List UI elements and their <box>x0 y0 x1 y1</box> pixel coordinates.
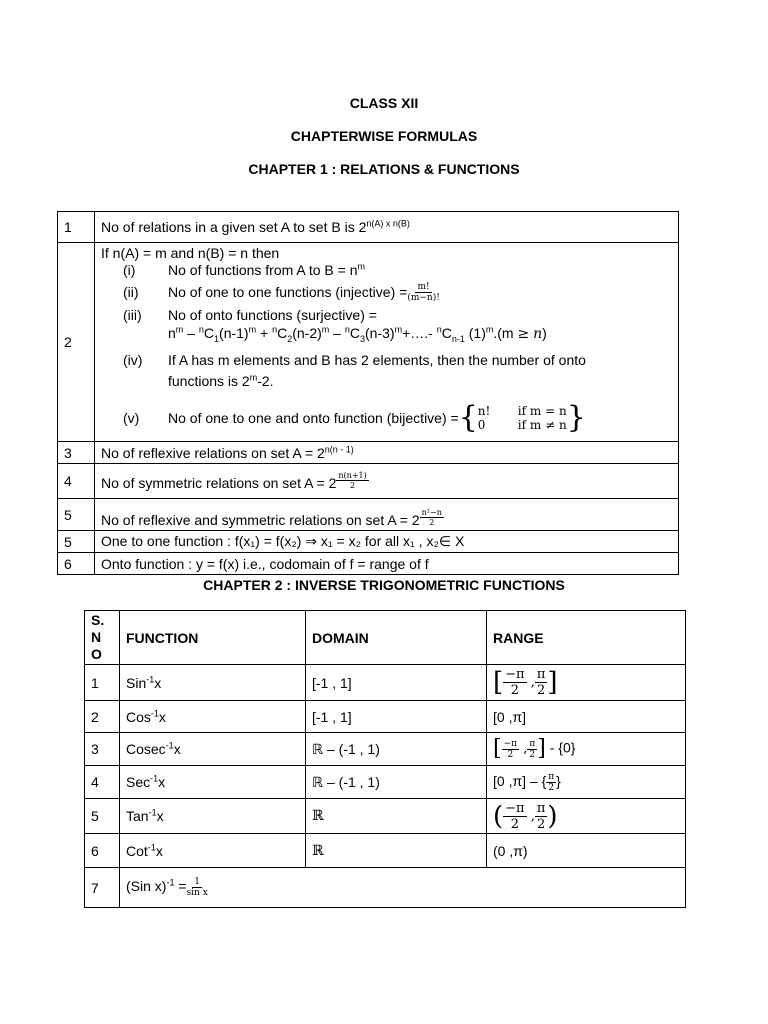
function-name: Tan <box>126 808 149 824</box>
row-number: 5 <box>85 799 120 834</box>
function-arg: x <box>156 808 164 824</box>
list-item-continuation <box>168 373 672 403</box>
formula-text: No of symmetric relations on set A = 2 <box>101 475 337 491</box>
function-cell <box>120 701 306 733</box>
onto-formula: $n^m - ^nC_1(n-1)^m + ^nC_2(n-2)^m$ – $^nC_3(n-3)^m+\dots.-$ $^nC_{n-1}$ $(1)^m.(m \ge n)$ <box>168 324 547 344</box>
row-number: 4 <box>58 464 95 499</box>
function-name: Sin <box>126 674 147 691</box>
function-arg: x <box>158 774 166 790</box>
item-numeral: (iii) <box>123 307 142 323</box>
table-row <box>85 701 686 733</box>
range-cell: [0 ,π] – { $\frac{\pi}{2}$ } <box>487 766 686 799</box>
exponent-fraction <box>336 471 368 490</box>
domain-cell: ℝ – (-1 , 1) <box>306 733 487 766</box>
functions-intro: If n(A) = m and n(B) = n then <box>101 245 280 261</box>
range-cell: [ $\frac{-\pi}{2}$ , $\frac{\pi}{2}$ ] <box>487 665 686 701</box>
function-exponent: -1 <box>150 707 159 718</box>
function-arg: x <box>158 708 166 725</box>
item-numeral: (ii) <box>123 284 139 300</box>
range-header: RANGE <box>487 611 686 665</box>
denominator: 2 <box>429 518 435 527</box>
item-numeral: (i) <box>123 262 136 278</box>
numerator: m! <box>417 281 430 292</box>
formula-text: No of reflexive and symmetric relations on set A = 2 <box>101 512 420 528</box>
chapter1-heading: CHAPTER 1 : RELATIONS & FUNCTIONS <box>248 161 520 177</box>
function-cell <box>120 665 306 701</box>
item-numeral: (iv) <box>123 352 143 368</box>
row-number: 2 <box>85 701 120 733</box>
function-arg: x <box>155 842 163 859</box>
domain-cell: [-1 , 1] <box>306 701 487 733</box>
function-name: Cosec <box>126 741 166 757</box>
denominator: 2 <box>350 481 356 490</box>
formula-cell <box>95 442 679 464</box>
formula-cell <box>95 212 679 243</box>
table-row <box>85 868 686 908</box>
list-item <box>101 400 672 435</box>
domain-cell: [-1 , 1] <box>306 665 487 701</box>
formula-text: No of relations in a given set A to set B is 2 <box>101 219 367 235</box>
row-number: 5 <box>58 499 95 531</box>
range-cell: (0 ,π) <box>487 834 686 868</box>
row-number: 6 <box>85 834 120 868</box>
function-exponent: -1 <box>166 877 175 888</box>
fraction <box>187 877 208 898</box>
table-row <box>85 766 686 799</box>
row-number: 5 <box>58 531 95 553</box>
range-text: - {0} <box>545 739 576 756</box>
denominator: sin x <box>186 888 208 898</box>
range-text: } <box>556 772 561 789</box>
item-text: No of one to one and onto function (bijective) = <box>168 410 459 426</box>
case-value: 0 <box>477 418 486 432</box>
domain-cell: ℝ <box>306 834 487 868</box>
table-row <box>58 243 679 442</box>
class-heading: CLASS XII <box>349 95 419 111</box>
inverse-trig-table <box>84 610 686 908</box>
row-number: 2 <box>58 243 95 442</box>
numerator: n(n+1) <box>338 471 367 480</box>
formula-cell: One to one function : f(x₁) = f(x₂) ⇒ x₁ = x₂ for all x₁ , x₂∈ X <box>95 531 679 553</box>
formula-cell <box>95 243 679 442</box>
table-row <box>58 499 679 531</box>
case-condition: if m ≠ n <box>517 418 567 432</box>
function-cell <box>120 868 686 908</box>
domain-cell: ℝ <box>306 799 487 834</box>
function-exponent: -1 <box>148 807 157 818</box>
row-number: 1 <box>85 665 120 701</box>
item-text: If A has m elements and B has 2 elements, then the number of onto <box>168 352 586 368</box>
function-header: FUNCTION <box>120 611 306 665</box>
formula-cell <box>95 464 679 499</box>
list-item <box>101 347 672 373</box>
function-name: (Sin x) <box>126 878 167 895</box>
item-text: -2. <box>257 373 274 389</box>
formula-exponent: n(n - 1) <box>324 443 354 454</box>
function-cell <box>120 834 306 868</box>
function-exponent: -1 <box>147 841 156 852</box>
row-number: 4 <box>85 766 120 799</box>
table-row <box>85 665 686 701</box>
item-numeral: (v) <box>123 410 140 426</box>
document-title: CHAPTERWISE FORMULAS <box>290 128 478 144</box>
list-item <box>101 261 672 279</box>
case-condition: if m = n <box>517 404 567 418</box>
case-value: n! <box>477 404 491 418</box>
row-number: 3 <box>85 733 120 766</box>
piecewise-cases: { n! if m = n 0 if m ≠ n } <box>458 400 586 435</box>
table-row <box>58 442 679 464</box>
row-number: 6 <box>58 553 95 575</box>
item-text: functions is 2 <box>168 373 250 389</box>
function-name: Cos <box>126 708 151 725</box>
exponent-fraction <box>420 508 444 527</box>
item-text: No of onto functions (surjective) = <box>168 307 377 323</box>
table-row <box>58 464 679 499</box>
numerator: n²−n <box>421 508 442 517</box>
table-row <box>58 531 679 553</box>
domain-header: DOMAIN <box>306 611 487 665</box>
formula-cell: Onto function : y = f(x) i.e., codomain of f = range of f <box>95 553 679 575</box>
function-name: Sec <box>126 774 151 790</box>
table-header-row <box>85 611 686 665</box>
chapter2-heading: CHAPTER 2 : INVERSE TRIGONOMETRIC FUNCTIONS <box>203 577 565 593</box>
function-exponent: -1 <box>150 773 159 784</box>
table-row <box>85 733 686 766</box>
row-number: 3 <box>58 442 95 464</box>
table-row <box>85 799 686 834</box>
formula-text: No of reflexive relations on set A = 2 <box>101 444 325 461</box>
row-number: 7 <box>85 868 120 908</box>
formula-cell <box>95 499 679 531</box>
formula-exponent: n(A) x n(B) <box>366 218 410 229</box>
function-exponent: -1 <box>146 673 155 684</box>
function-arg: = <box>174 878 187 895</box>
function-exponent: -1 <box>165 740 174 751</box>
function-cell <box>120 799 306 834</box>
range-cell: [0 ,π] <box>487 701 686 733</box>
table-row <box>85 834 686 868</box>
function-arg: x <box>154 674 162 691</box>
sno-header: S. N O <box>85 611 120 665</box>
fraction <box>407 282 440 303</box>
function-cell <box>120 733 306 766</box>
function-name: Cot <box>126 842 148 859</box>
numerator: 1 <box>194 877 201 887</box>
item-text: No of one to one functions (injective) = <box>168 284 408 300</box>
item-text: No of functions from A to B = n <box>168 262 358 278</box>
domain-cell: ℝ – (-1 , 1) <box>306 766 487 799</box>
function-arg: x <box>173 741 181 757</box>
function-cell <box>120 766 306 799</box>
range-text: [0 ,π] – { <box>493 772 547 789</box>
range-cell: [ $\frac{-\pi}{2}$ , $\frac{\pi}{2}$ ] - {0} <box>487 733 686 766</box>
range-cell: ( $\frac{-\pi}{2}$ , $\frac{\pi}{2}$ ) <box>487 799 686 834</box>
relations-functions-table <box>57 211 679 575</box>
list-item <box>101 279 672 305</box>
table-row <box>58 553 679 575</box>
row-number: 1 <box>58 212 95 243</box>
table-row <box>58 212 679 243</box>
list-item <box>101 305 672 325</box>
item-exponent: m <box>249 372 258 383</box>
item-exponent: m <box>357 261 365 272</box>
denominator: (m−n)! <box>407 292 440 303</box>
